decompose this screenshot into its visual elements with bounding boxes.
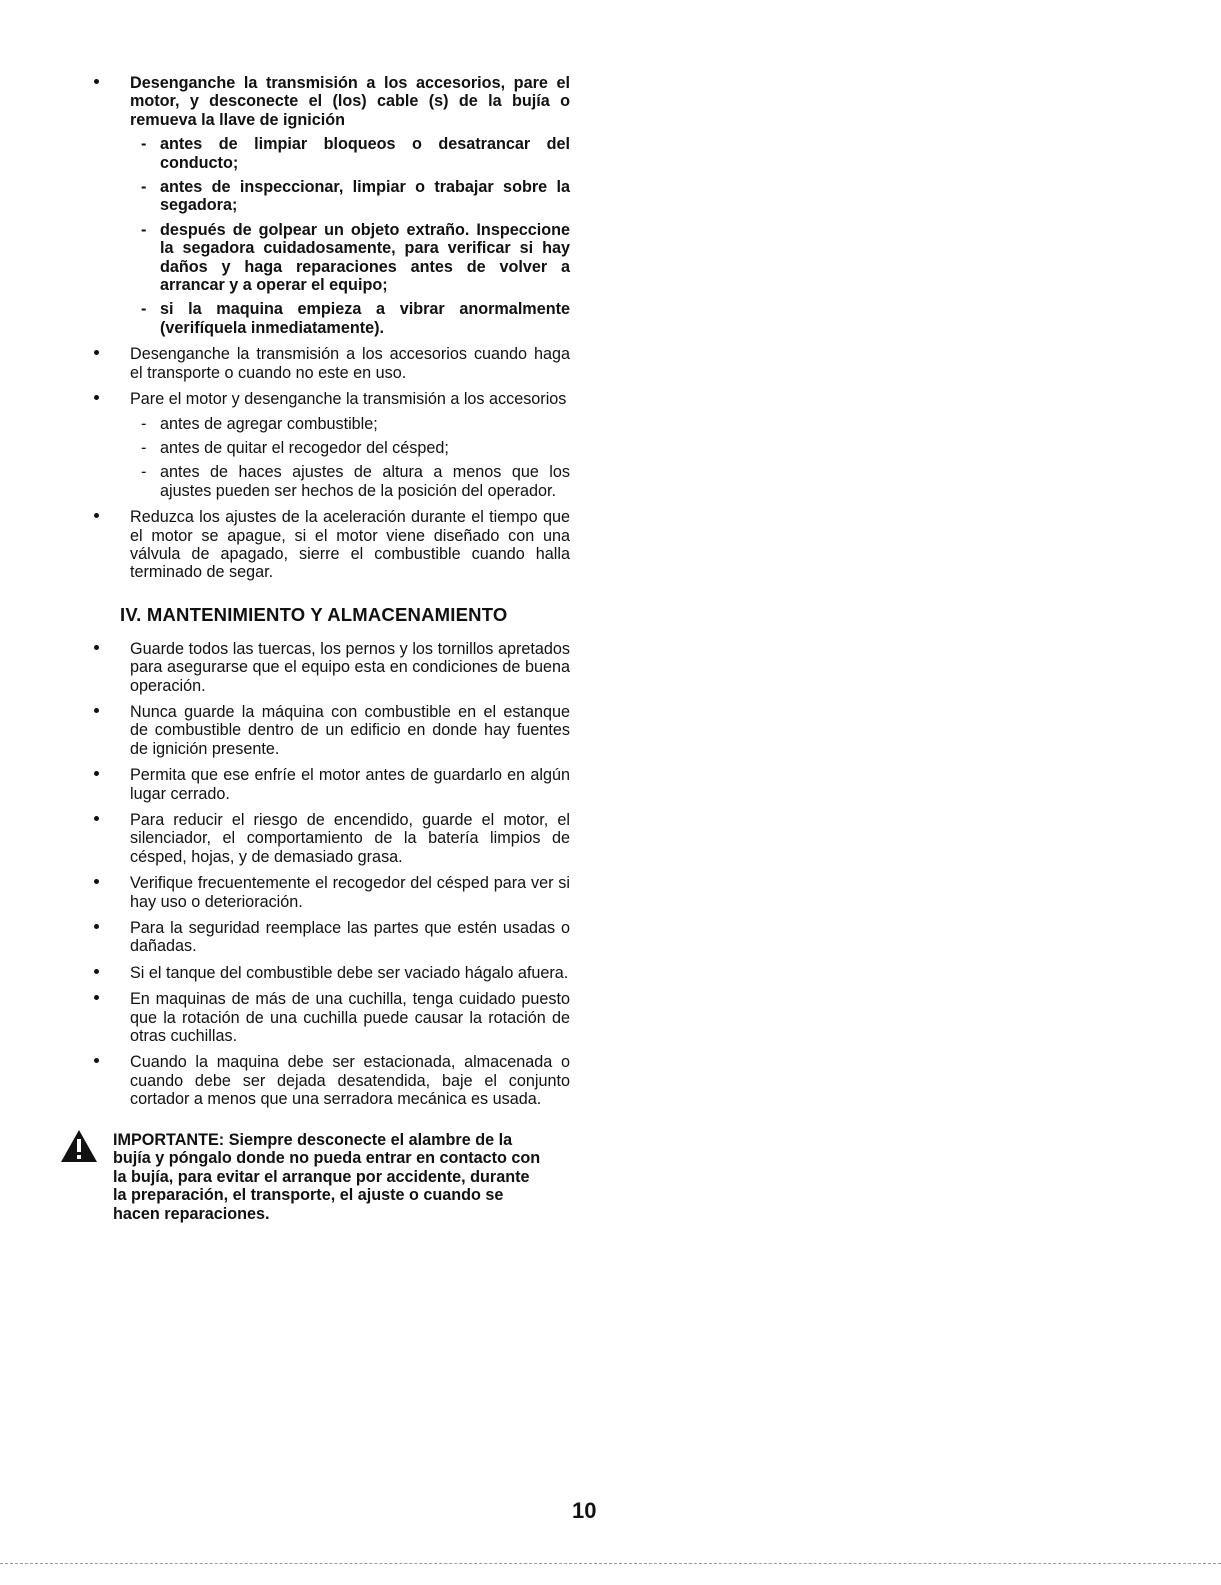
sub-list — [130, 415, 570, 501]
sub-item-text: antes de limpiar bloqueos o desatrancar del conducto; — [160, 135, 570, 172]
bullet-item — [92, 766, 570, 803]
sub-item-text: si la maquina empieza a vibrar anormalmente (verifíquela inmediatamente). — [160, 300, 570, 337]
page-number: 10 — [572, 1498, 597, 1523]
bullet-item — [92, 964, 570, 982]
bullet-item — [92, 1053, 570, 1108]
dash-marker-icon: - — [141, 178, 147, 197]
bullet-item — [92, 874, 570, 911]
bottom-divider — [0, 1563, 1221, 1564]
bullet-text: En maquinas de más de una cuchilla, tenga cuidado puesto que la rotación de una cuchilla puede causar la rotación de otras cuchillas. — [130, 990, 570, 1046]
dash-marker-icon: - — [141, 438, 147, 457]
bullet-item — [92, 703, 570, 758]
bullet-text: Guarde todos las tuercas, los pernos y los tornillos apretados para asegurarse que el equipo esta en condiciones de buena operación. — [130, 639, 570, 695]
bullet-dot-icon — [94, 1058, 99, 1063]
warning-triangle-icon — [59, 1128, 99, 1164]
dash-marker-icon: - — [141, 414, 147, 433]
bullet-text: Si el tanque del combustible debe ser vaciado hágalo afuera. — [130, 963, 569, 982]
maintenance-list — [92, 640, 570, 1109]
bullet-dot-icon — [94, 771, 99, 776]
important-text: IMPORTANTE: Siempre desconecte el alambre de la bujía y póngalo donde no pueda entrar en contacto con la bujía, para evitar el arranque por accidente, durante la preparación, el transporte, el ajuste o cuando se hacen reparaciones. — [113, 1130, 541, 1224]
bullet-text: Cuando la maquina debe ser estacionada, almacenada o cuando debe ser dejada desatendida, baje el conjunto cortador a menos que una serradora mecánica es usada. — [130, 1053, 570, 1109]
bullet-dot-icon — [94, 350, 99, 355]
bullet-dot-icon — [94, 969, 99, 974]
sub-item — [130, 463, 570, 500]
bullet-text: Verifique frecuentemente el recogedor del césped para ver si hay uso o deterioración. — [130, 874, 570, 911]
bullet-dot-icon — [94, 513, 99, 518]
dash-marker-icon: - — [141, 463, 147, 482]
bullet-dot-icon — [94, 645, 99, 650]
important-notice — [92, 1131, 543, 1224]
bullet-dot-icon — [94, 995, 99, 1000]
bullet-text: Desenganche la transmisión a los accesorios cuando haga el transporte o cuando no este en uso. — [130, 345, 570, 382]
bullet-text: Nunca guarde la máquina con combustible en el estanque de combustible dentro de un edificio en donde hay fuentes de ignición presente. — [130, 702, 570, 758]
bullet-text: Reduzca los ajustes de la aceleración durante el tiempo que el motor se apague, si el motor viene diseñado con una válvula de apagado, sierre el combustible cuando halla terminado de segar. — [130, 508, 570, 582]
sub-item-text: antes de haces ajustes de altura a menos que los ajustes pueden ser hechos de la posición del operador. — [160, 463, 570, 500]
bullet-item — [92, 919, 570, 956]
bullet-dot-icon — [94, 924, 99, 929]
bullet-dot-icon — [94, 708, 99, 713]
dash-marker-icon: - — [141, 220, 147, 239]
bullet-text: Permita que ese enfríe el motor antes de guardarlo en algún lugar cerrado. — [130, 766, 570, 803]
bullet-text: Para reducir el riesgo de encendido, guarde el motor, el silenciador, el comportamiento de la batería limpios de césped, hojas, y de demasiado grasa. — [130, 811, 570, 866]
sub-item — [130, 415, 570, 433]
section-heading: IV. MANTENIMIENTO Y ALMACENAMIENTO — [120, 603, 508, 625]
sub-item — [130, 300, 570, 337]
sub-item-text: antes de agregar combustible; — [160, 414, 378, 433]
bullet-item — [92, 74, 570, 337]
sub-item — [130, 135, 570, 172]
dash-marker-icon: - — [141, 135, 147, 154]
bullet-text: Desenganche la transmisión a los accesorios, pare el motor, y desconecte el (los) cable (s) de la bujía o remueva la llave de ignición — [130, 74, 570, 129]
bullet-dot-icon — [94, 395, 99, 400]
sub-list — [130, 135, 570, 337]
bullet-item — [92, 990, 570, 1045]
bullet-item — [92, 345, 570, 382]
sub-item — [130, 439, 570, 457]
sub-item — [130, 178, 570, 215]
sub-item — [130, 221, 570, 295]
bullet-dot-icon — [94, 79, 99, 84]
bullet-item — [92, 640, 570, 695]
sub-item-text: antes de inspeccionar, limpiar o trabajar sobre la segadora; — [160, 178, 570, 215]
sub-item-text: después de golpear un objeto extraño. Inspeccione la segadora cuidadosamente, para verificar si hay daños y haga reparaciones antes de volver a arrancar y a operar el equipo; — [160, 220, 570, 295]
bullet-dot-icon — [94, 816, 99, 821]
bullet-text: Pare el motor y desenganche la transmisión a los accesorios — [130, 390, 567, 409]
bullet-item — [92, 508, 570, 582]
bullet-text: Para la seguridad reemplace las partes que estén usadas o dañadas. — [130, 919, 570, 956]
dash-marker-icon: - — [141, 300, 147, 319]
text-column — [92, 74, 570, 1224]
safety-rules-list — [92, 74, 570, 582]
bullet-item — [92, 390, 570, 500]
bullet-item — [92, 811, 570, 866]
sub-item-text: antes de quitar el recogedor del césped; — [160, 438, 449, 457]
bullet-dot-icon — [94, 879, 99, 884]
